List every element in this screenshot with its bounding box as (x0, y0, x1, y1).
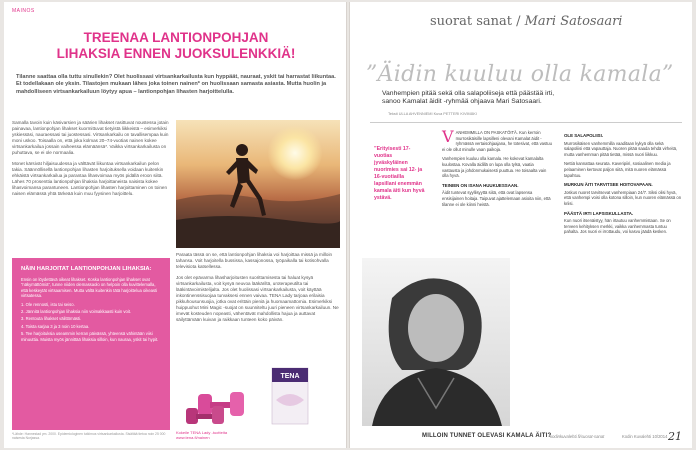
lead-line-1: Vanhempien pitää sekä olla salapoliiseja että päästää irti, (382, 90, 555, 97)
box-title: NÄIN HARJOITAT LANTIONPOHJAN LIHAKSIA: (21, 266, 152, 272)
portrait-photo (362, 258, 510, 426)
exercise-step: 3. Rentouta lihakset välittömästi. (21, 316, 82, 322)
divider (370, 122, 682, 123)
footer-question: MILLOIN TUNNET OLEVASI KAMALA ÄITI? (422, 433, 552, 439)
exercise-steps (21, 302, 161, 342)
magazine-issue: Kodin Kuvalehti 10/2014 (622, 434, 668, 439)
page-footer (360, 430, 682, 443)
kicker-name: Mari Satosaari (524, 14, 623, 29)
product-image (176, 364, 340, 428)
footer-link[interactable]: kodinkuvalehti.fi/suorat-sanat (550, 434, 605, 439)
caption-link[interactable]: www.tena.fi/nainen (176, 435, 210, 440)
right-page (350, 2, 692, 448)
article-column-2 (564, 130, 682, 239)
ad-column-1 (12, 120, 170, 202)
paragraph: Joskus nuoret tarvitsevat vanhempiaan 24/7. Siksi olisi hyvä, että vanhempi voisi olla kotona silloin, kun nuoren elämässä on kriisi. (564, 189, 682, 206)
ad-lead: Tilanne saattaa olla tuttu sinullekin? Olet huolissasi virtsankarkailusta kun hyppäät, nauraat, yskit tai harrastat liikuntaa. Et todellakaan ole yksin. Tilastojen mukaan lähes joka toinen nainen* on huolissaan samasta asiasta. Mutta huolin ja mahdolliseen virtsankarkailuun löytyy apua – lantionpohjan lihasten harjoittelulla. (16, 74, 336, 95)
product-caption (176, 430, 227, 440)
tena-label: TENA (280, 373, 300, 380)
subheading: OLE SALAPOLIISI. (564, 133, 604, 138)
paragraph: Kun nuori itsenäistyy, hän irtautuu vanhemmistaan. Se on terveen kehityksen merkki, vaikka vanhemmasta tuntuu pahalta. Jos nuori ei irrottaudu, voi kasvu jäädä kesken. (564, 218, 671, 235)
subheading: TEINIEN ON ISANA HUUKUESSAAN. (442, 182, 519, 188)
exercise-step: 1. Ole rennosti, istu tai seiso. (21, 301, 75, 307)
paragraph: Samalla tavoin kuin käsivarsien ja säärien lihakset rasittuvat noustessa jotain painavaa, lantionpohjan lihakset kuormittuvat tietyistä liikkeistä – esimerkiksi yskiessäsi, nauraessasi tai juostessasi. Virtsankarkailu on tavallisempaa kuin moni uskoo. Toisaalla on, että joka kolmas 20–74-vuotias nainen kokee virtsankarkailua jossain vaiheessa elämäänsä*. Vaikka virtsankarkailusta on puhuttava, se ei ole normaalia. (12, 120, 169, 155)
headline-line-1: TREENAA LANTIONPOHJAN (83, 30, 269, 45)
page-number: 21 (668, 430, 682, 443)
exercise-step: 2. Jännitä lantionpohjan lihaksia niin voimakkaasti kuin voit. (21, 309, 132, 315)
drop-cap: V (442, 127, 454, 146)
ad-column-2 (176, 252, 340, 328)
face-shape (408, 294, 464, 362)
paragraph: Äidit tuntevat syyllisyyttä siitä, että ovat lapsensa ensisijainen hoitaja. Taipuvat ajattelemaan asioita niin, että tilanne ei ole kiinni heistä. (442, 190, 551, 207)
box-intro: Ensin on löydettävä oikeat lihakset. Koska lantionpohjan lihakset ovat ”näkymättömiä”, tunne niiden olemassaolo on helpoin olla kuvittelemalla, että keskeytät virtsaamisen. Mutta vältä kuitenkin tätä harjoittelua oikeasti virtsatessa. (21, 277, 158, 299)
caption-line: Kokeile TENA Lady -tuotteita (176, 430, 228, 435)
lead-line-2: sanoo Kamalat äidit -ryhmää ohjaava Mari Satosaari. (382, 98, 542, 106)
left-page (4, 2, 346, 448)
paragraph: Paraata tässä on se, että lantionpohjan lihaksia voi harjoittaa missä ja milloin tahansa. Voit harjoitella bussissa, kassajonossa, työpaikalla tai kotisohvalla televisiota katsellessa. (176, 252, 333, 269)
ad-headline (18, 30, 334, 62)
portrait-svg (362, 258, 510, 426)
column-kicker (430, 14, 622, 29)
paragraph-text: ANHEMMILLA ON PASKATÖITÄ. Kun kerroin murrosikäisille lapsilleni olevani Kamalat äidit -ryhmässä vertaisohjaajana, he totesivat, että vastuu ei ole ollut minulle vaan paikoja. (442, 130, 552, 152)
exercise-info-box (12, 258, 170, 430)
paragraph (442, 127, 552, 152)
paragraph: Nettiä kannattaa seurata. Kaveripiiri, sosiaalinen media ja pelaaminen kertovat paljon siitä, mitä nuoren elämässä tapahtuu. (564, 161, 671, 178)
article-lead (382, 90, 682, 107)
runner-scene-svg (176, 120, 340, 248)
paragraph: Monet kärsivät hiljaisuudessa ja välttävät liikuntaa virtsankarkailun pelon takia. Säännöllisellä lantionpohjan lihasten harjoituksella voidaan kuitenkin ehkäistä virtsankarkailua ja parantaa lihasvoimaa myös pidällä eroon siitä. Lähes 70 prosenttia lantionpohjan lihaksia harjoittaneista naisista kokee lihasvoimansa parantuneen. Lantionpohjan lihasten harjoittaminen on toinen naisen elämässä yhtä tärkeää kuin muu fyysinen harjoittelu. (12, 161, 168, 196)
exercise-step: 4. Toista sarjaa 3 ja 3 noin 10 kertaa. (21, 323, 90, 329)
quote-title: ”Äidin kuuluu olla kamala” (366, 62, 674, 87)
exercise-step: 5. Tee harjoituksia useammin kerran päivässä, yhteensä vähintään viisi minuuttia. Muista myös jännittää lihaksia silloin, kun nauraa, yskit tai hypit. (21, 331, 159, 342)
source-footnote: *Lähde: Hannestad ym. 2000. Epidemiologinen tutkimus virtsankarkailusta. Sisältää tietoa noin 25 000 naisesta Norjassa. (12, 432, 166, 441)
paragraph: Murrosikäisen vanhemmilla vaaditaan kykyä olla sekä salapoliisi että vapauttaja. Nuoren pitää saada tehdä virheitä, mutta vanhemman pitää tietää, missä nuori liikkuu. (564, 140, 678, 157)
product-svg (176, 364, 340, 428)
paragraph: Jos olet epävarma lihasharjoitusten suorittamisesta tai haluat kysyä virtsankarkailusta, voit kysyä neuvoa lääkäriltä, uroterapeutilta tai lääkintävoimistelijalta. Jos olet huolissasi virtsankarkailusta, voit käyttää inkontinenssisuojaa turvaksesi ennen vaivaa. TENA Lady tarjoaa erilaisia pikkuhousunsuojia, jotka ovat erittäin pieniä ja huomaamattomia. Esimerkiksi huippuohut Mini Magic -suojat on suunniteltu juuri pieneen virtsankarkailuun. Ne imevät kosteuden nopeasti, vähentävät mahdollista hajua ja auttavat säilyttämään kuivan ja raikkaan tunteen koko päivän. (176, 275, 339, 322)
section-tag: MAINOS (12, 8, 35, 14)
article-column-1 (442, 127, 552, 211)
subheading: PÄÄSTÄ IRTI LAPSISKULLASTA. (564, 210, 634, 216)
headline-line-2: LIHAKSIA ENNEN JUOKSULENKKIÄ! (56, 46, 296, 61)
byline: Teksti ULLA AHVENNIEMI Kuva PETTERI KIVIMÄKI (388, 112, 477, 116)
subheading: MURKUN ÄITI TARVITSEE HOITOVAPAAN. (564, 182, 653, 188)
paragraph: Vanhempien kuuluu olla kamala. He kokevat kamalalta kuulostaa. Kovalla äidillä on lupa olla tylsä, vaatia vastausta ja johdonmukaisesti puuttua. He toisaalta vain olla hyvä. (442, 156, 547, 179)
runner-photo (176, 120, 340, 248)
kicker-prefix: suorat sanat / (430, 14, 521, 29)
pull-quote: ”Erityisesti 17-vuotias jyväskyläinen nuorimies sai 12- ja 16-vuotiailla lapsillani enemmän kamala äiti kun hyvä ystävä. (374, 146, 425, 201)
